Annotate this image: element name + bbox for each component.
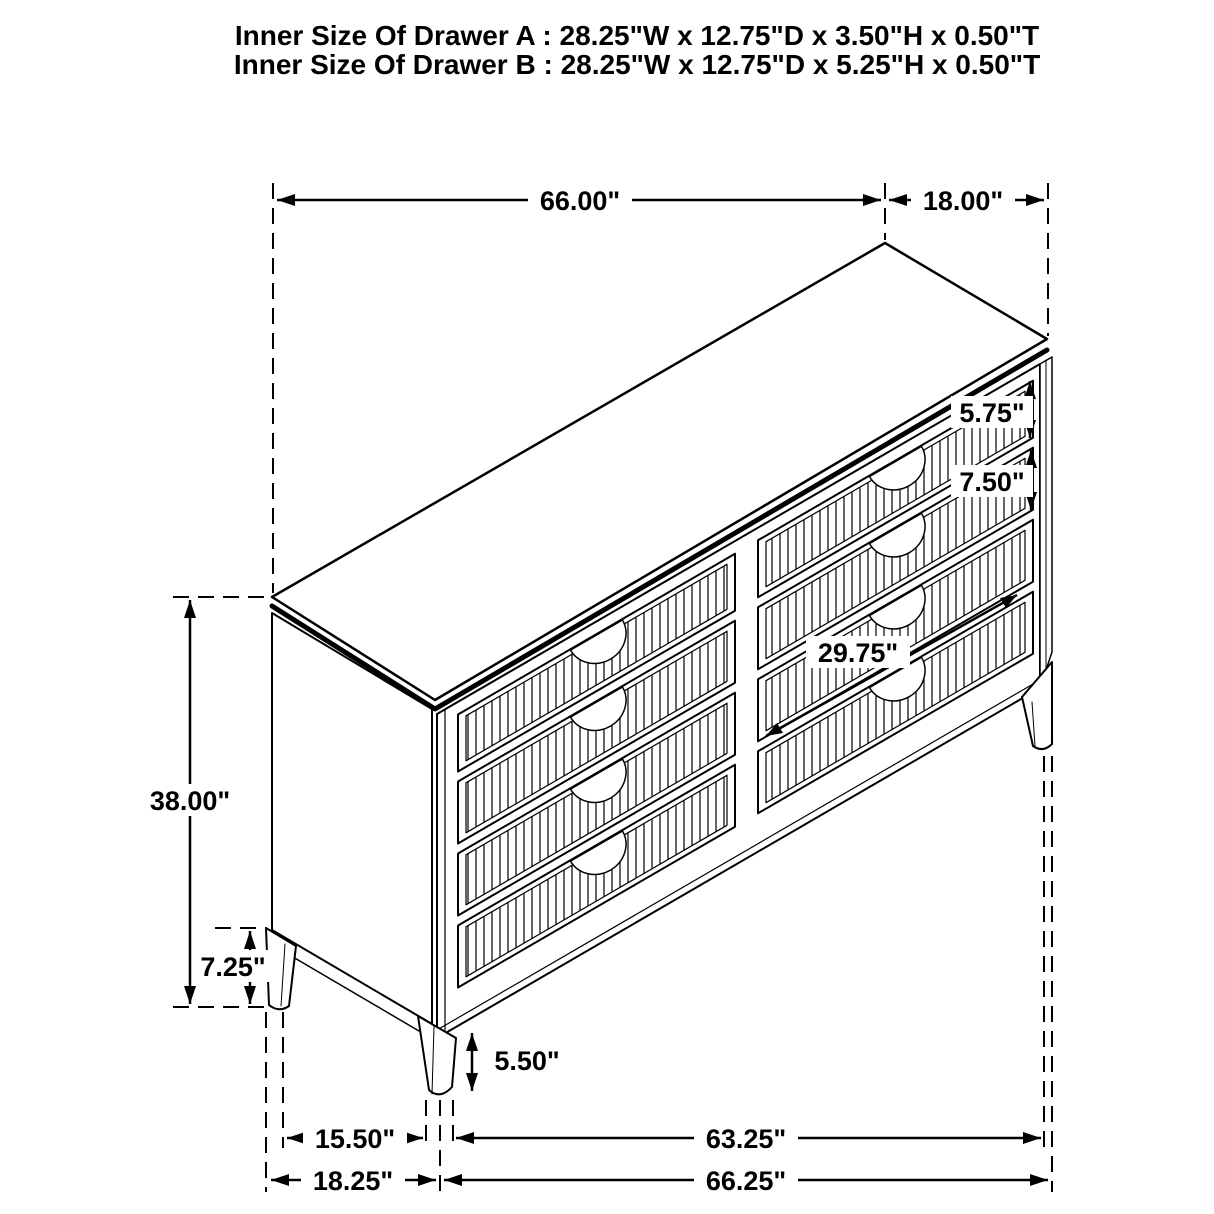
dim-drawer-a-height-label: 5.75" — [959, 398, 1025, 428]
title-drawer-a: Inner Size Of Drawer A : 28.25"W x 12.75"D x 3.50"H x 0.50"T — [234, 20, 1040, 51]
dim-leg-height-label: 5.50" — [494, 1046, 560, 1076]
dim-front-leg-spacing-label: 63.25" — [705, 1124, 787, 1154]
dim-overall-width-label: 66.25" — [705, 1166, 787, 1196]
title-drawer-b: Inner Size Of Drawer B : 28.25"W x 12.75"D x 5.25"H x 0.50"T — [233, 49, 1041, 80]
dim-overall-height-label: 38.00" — [149, 786, 231, 816]
dim-side-leg-spacing-label: 15.50" — [314, 1124, 396, 1154]
dim-top-width-label: 66.00" — [539, 186, 621, 216]
dim-overall-depth-label: 18.25" — [312, 1166, 394, 1196]
dim-drawer-b-height-label: 7.50" — [959, 467, 1025, 497]
dim-top-depth-label: 18.00" — [922, 186, 1004, 216]
dim-base-clearance-label: 7.25" — [200, 952, 266, 982]
dim-drawer-width-label: 29.75" — [817, 638, 899, 668]
